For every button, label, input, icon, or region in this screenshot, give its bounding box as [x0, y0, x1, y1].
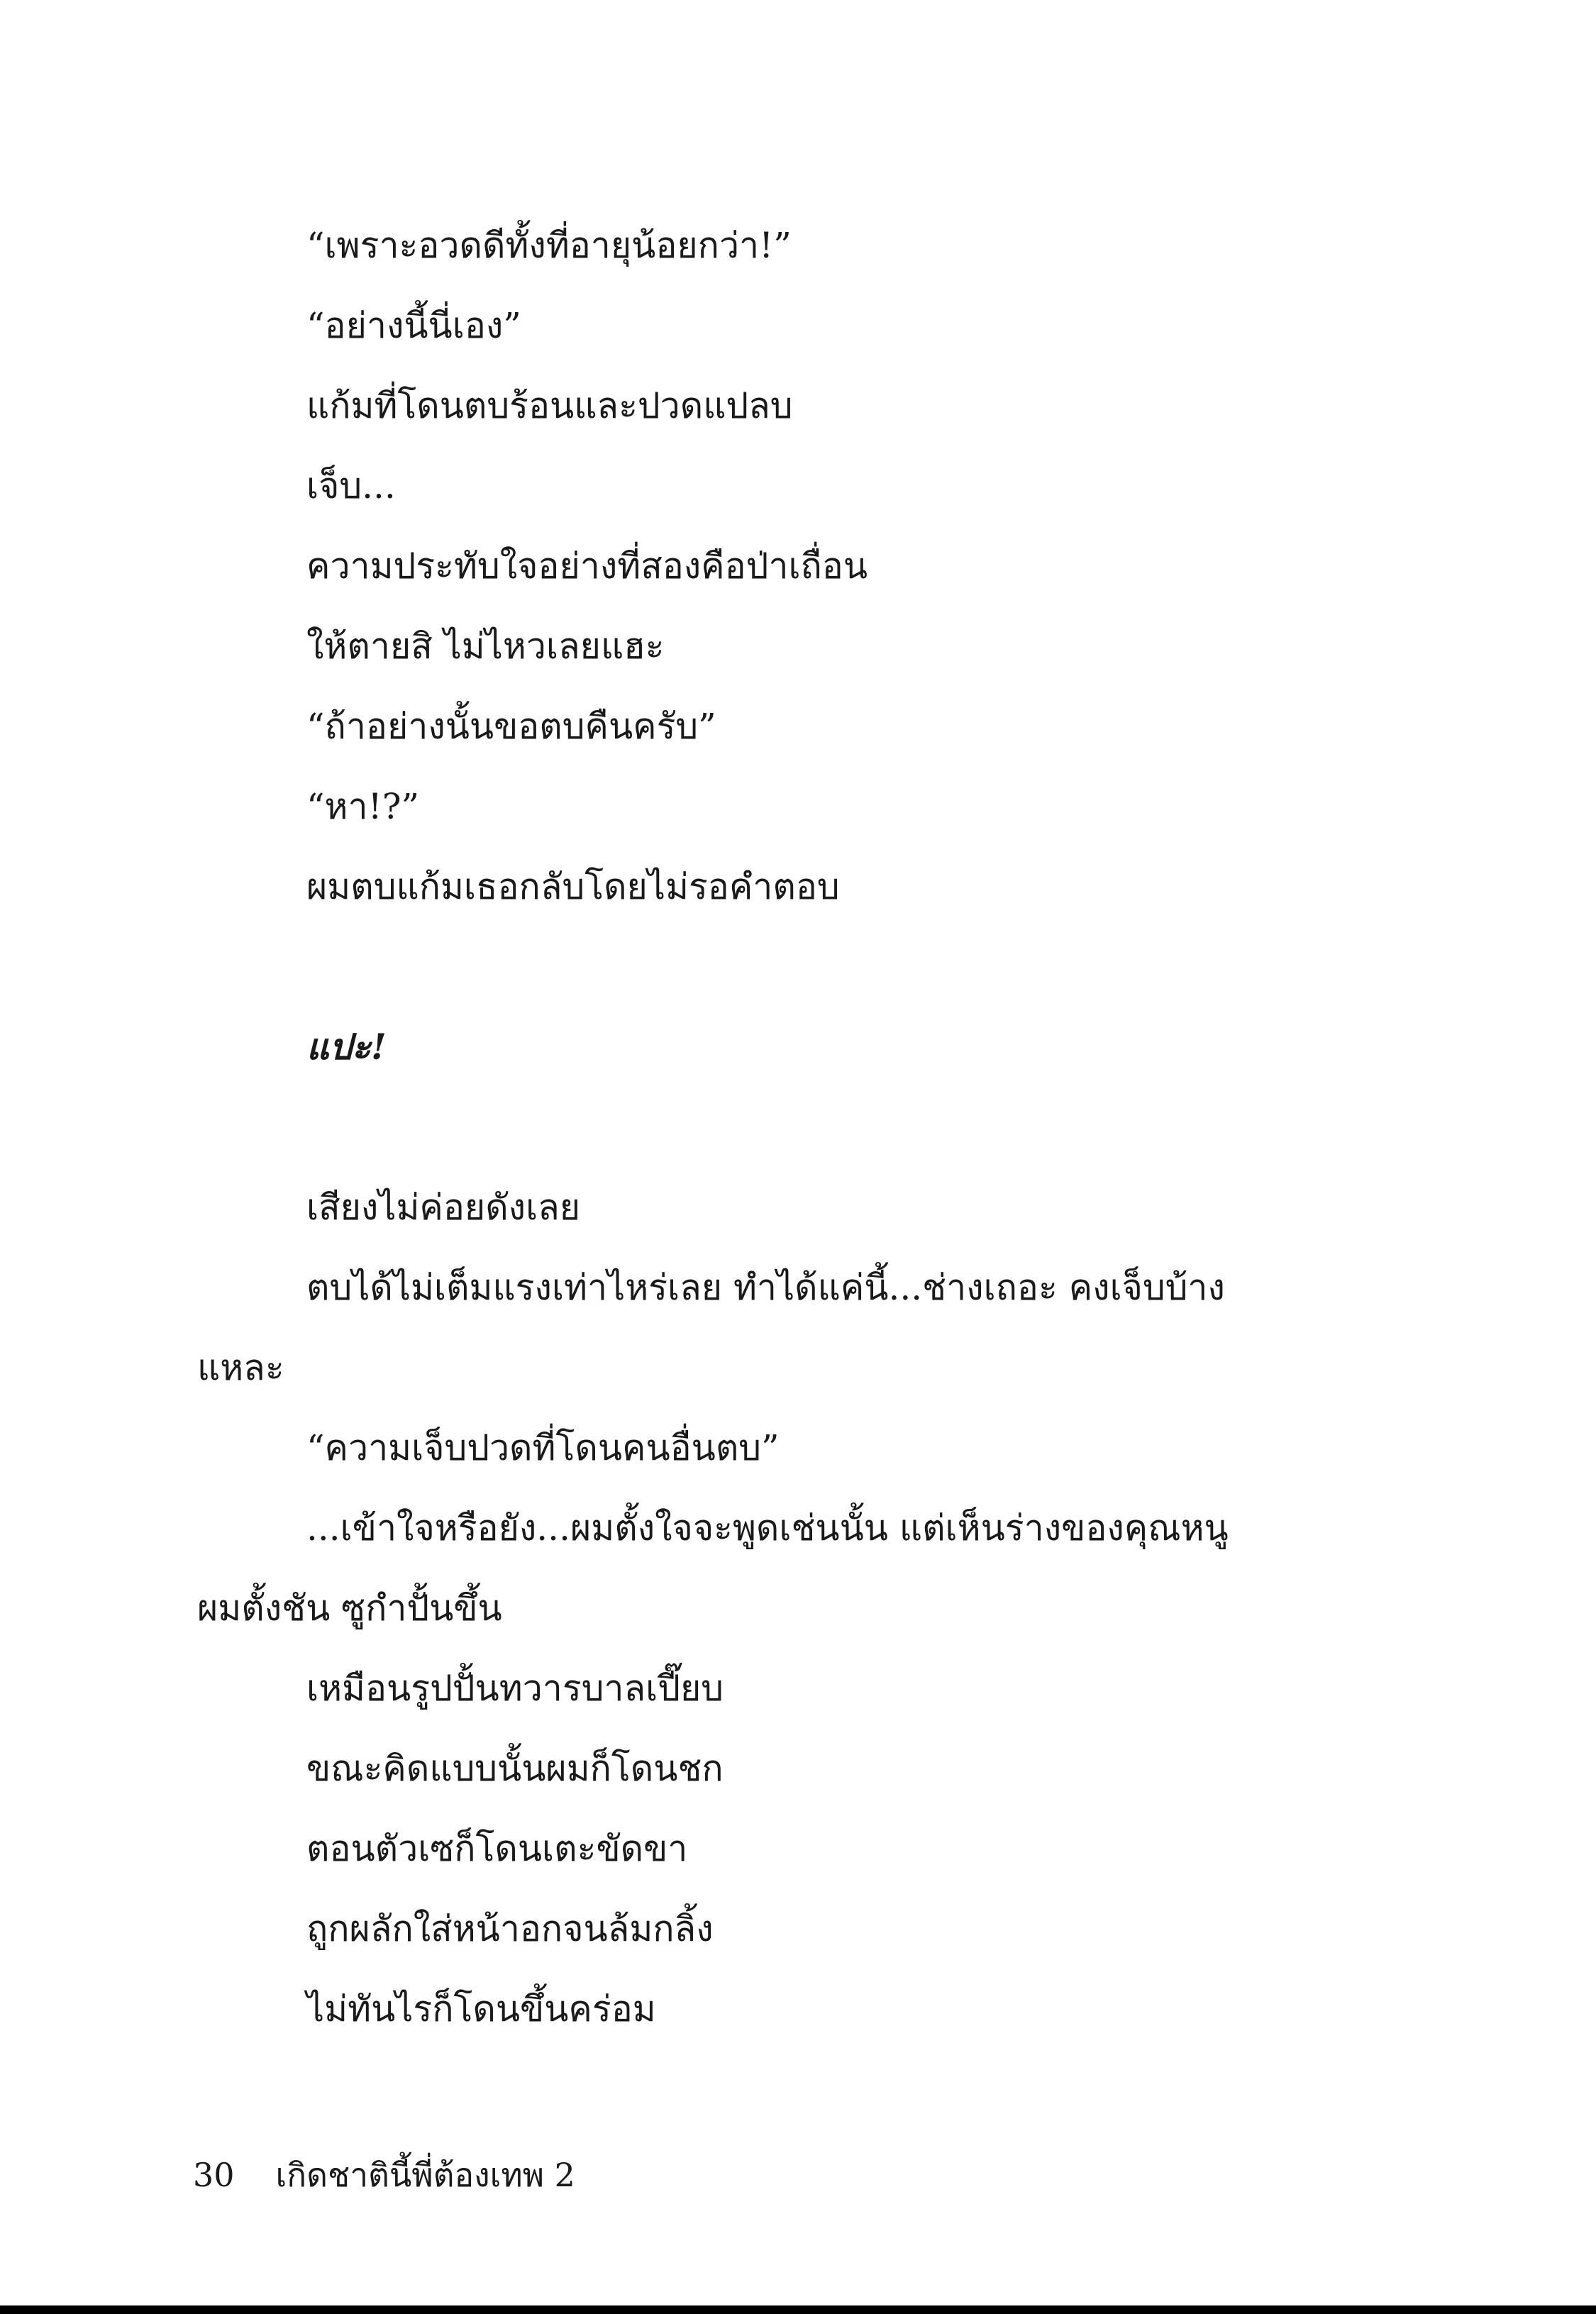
- text-line: ถูกผลักใส่หน้าอกจนล้มกลิ้ง: [306, 1908, 714, 1949]
- text-line: ผมตบแก้มเธอกลับโดยไม่รอคำตอบ: [306, 866, 840, 907]
- text-line: ขณะคิดแบบนั้นผมก็โดนชก: [306, 1748, 724, 1789]
- text-line: ไม่ทันไรก็โดนขึ้นคร่อม: [306, 1988, 656, 2030]
- text-line: ตอนตัวเซก็โดนเตะขัดขา: [306, 1828, 688, 1869]
- text-line: เสียงไม่ค่อยดังเลย: [306, 1187, 581, 1228]
- text-line: ตบได้ไม่เต็มแรงเท่าไหร่เลย ทำได้แค่นี้...ช่างเถอะ คงเจ็บบ้าง: [306, 1267, 1225, 1308]
- bottom-border: [0, 2305, 1596, 2314]
- book-title: เกิดชาตินี้พี่ต้องเทพ 2: [275, 2156, 575, 2194]
- text-line: “ความเจ็บปวดที่โดนคนอื่นตบ”: [306, 1427, 780, 1468]
- text-line: แก้มที่โดนตบร้อนและปวดแปลบ: [306, 385, 793, 426]
- sound-effect: แปะ!: [306, 1026, 387, 1068]
- text-line: “เพราะอวดดีทั้งที่อายุน้อยกว่า!”: [306, 225, 792, 266]
- text-line: “อย่างนี้นี่เอง”: [306, 305, 521, 346]
- page-number: 30: [193, 2156, 235, 2194]
- text-line: “ถ้าอย่างนั้นขอตบคืนครับ”: [306, 706, 716, 747]
- page-footer: [193, 2149, 575, 2200]
- text-line: แหละ: [197, 1347, 284, 1388]
- text-line: “หา!?”: [306, 786, 420, 827]
- text-line: ความประทับใจอย่างที่สองคือป่าเถื่อน: [306, 546, 868, 587]
- text-line: ...เข้าใจหรือยัง...ผมตั้งใจจะพูดเช่นนั้น แต่เห็นร่างของคุณหนู: [306, 1507, 1229, 1549]
- text-line: ผมตั้งชัน ซูกำปั้นขึ้น: [197, 1588, 502, 1629]
- text-line: เจ็บ...: [306, 465, 396, 506]
- text-line: เหมือนรูปปั้นทวารบาลเปี๊ยบ: [306, 1668, 724, 1709]
- text-line: ให้ตายสิ ไม่ไหวเลยแฮะ: [306, 626, 665, 667]
